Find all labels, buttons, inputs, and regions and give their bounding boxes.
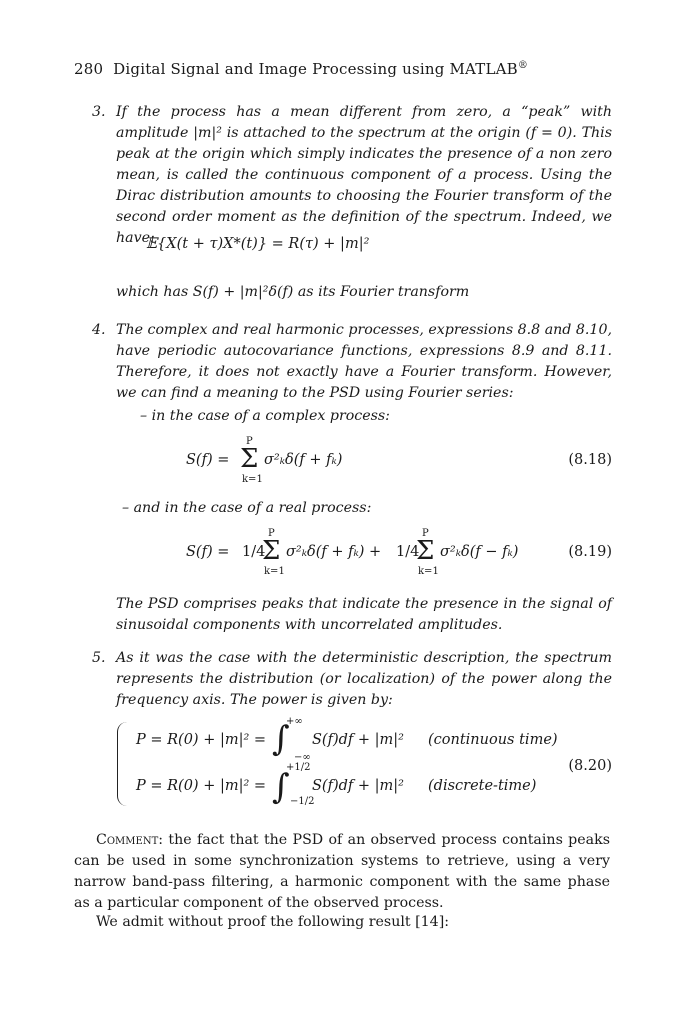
item-3-after: which has S(f) + |m|²δ(f) as its Fourier transform <box>116 284 470 300</box>
item-5-text: As it was the case with the deterministic description, the spectrum represents the distribution (or localization) of the power along the frequency axis. The power is given by: <box>116 650 612 708</box>
registered-mark: ® <box>517 60 529 71</box>
eq-8-20a-rhs: S(f)df + |m|² <box>312 732 404 748</box>
eq-8-20a-integral: ∫ <box>272 719 290 759</box>
eq-8-18-sum-bottom: k=1 <box>242 474 263 485</box>
eq-8-18-lhs: S(f) = <box>186 452 230 468</box>
eq-8-20-number: (8.20) <box>568 758 612 774</box>
eq-8-20b-upper: +1/2 <box>286 762 311 773</box>
eq-8-18-number: (8.18) <box>568 452 612 468</box>
eq-8-20a-note: (continuous time) <box>428 732 558 748</box>
item-4-number: 4. <box>92 322 106 338</box>
item-3-equation: 𝔼{X(t + τ)X*(t)} = R(τ) + |m|² <box>146 236 370 252</box>
eq-8-19-number: (8.19) <box>568 544 612 560</box>
psd-note: The PSD comprises peaks that indicate the presence in the signal of sinusoidal components with uncorrelated amplitudes. <box>116 596 612 633</box>
eq-8-19-term-1: σ²ₖδ(f + fₖ) + <box>286 544 382 560</box>
eq-8-18-sum-top: P <box>246 436 253 447</box>
eq-8-19-frac-2: 1/4 <box>396 544 420 560</box>
eq-8-19-sigma-2: Σ <box>416 536 435 566</box>
eq-8-20a-upper: +∞ <box>286 716 303 727</box>
item-3-number: 3. <box>92 104 106 120</box>
page-header <box>74 60 528 78</box>
comment-label: Comment <box>96 832 159 848</box>
item-3-text: If the process has a mean different from zero, a “peak” with amplitude |m|² is attached to the spectrum at the origin (f = 0). This peak at the origin which simply indicates the presence of a non zero mean, is called the continuous component of a process. Using the Dirac distribution amounts to choosing the Fourier transform of the second order moment as the definition of the spectrum. Indeed, we have: <box>116 104 612 246</box>
eq-8-20b-rhs: S(f)df + |m|² <box>312 778 404 794</box>
eq-8-20a-lhs: P = R(0) + |m|² = <box>136 732 267 748</box>
eq-8-19-sum2-top: P <box>422 528 429 539</box>
eq-8-18-sigma: Σ <box>240 444 259 474</box>
comment-paragraph <box>74 830 610 914</box>
real-case-label: – and in the case of a real process: <box>122 500 372 516</box>
eq-8-19-sum2-bottom: k=1 <box>418 566 439 577</box>
complex-case-label: – in the case of a complex process: <box>140 408 390 424</box>
eq-8-20b-lower: −1/2 <box>290 796 315 807</box>
comment-text: : the fact that the PSD of an observed process contains peaks can be used in some synchronization systems to retrieve, using a very narrow band-pass filtering, a harmonic component with the same phase as a particular component of the observed process. <box>74 832 610 911</box>
eq-8-19-sum1-bottom: k=1 <box>264 566 285 577</box>
eq-8-20b-note: (discrete-time) <box>428 778 537 794</box>
eq-8-19-term-2: σ²ₖδ(f − fₖ) <box>440 544 519 560</box>
item-4-text: The complex and real harmonic processes, expressions 8.8 and 8.10, have periodic autocovariance functions, expressions 8.9 and 8.11. Therefore, it does not exactly have a Fourier transform. However, we can find a meaning to the PSD using Fourier series: <box>116 322 612 401</box>
eq-8-20b-integral: ∫ <box>272 767 290 807</box>
eq-8-19-sum1-top: P <box>268 528 275 539</box>
page-number: 280 <box>74 60 104 78</box>
eq-8-19-sigma-1: Σ <box>262 536 281 566</box>
eq-8-20b-lhs: P = R(0) + |m|² = <box>136 778 267 794</box>
eq-8-19-lhs: S(f) = <box>186 544 230 560</box>
equation-brace <box>117 722 128 806</box>
item-5-number: 5. <box>92 650 106 666</box>
eq-8-18-term: σ²ₖδ(f + fₖ) <box>264 452 343 468</box>
book-title: Digital Signal and Image Processing using MATLAB <box>113 60 518 78</box>
closing-sentence: We admit without proof the following result [14]: <box>96 914 450 930</box>
eq-8-20a-lower: −∞ <box>294 752 311 763</box>
eq-8-19-frac-1: 1/4 <box>242 544 266 560</box>
